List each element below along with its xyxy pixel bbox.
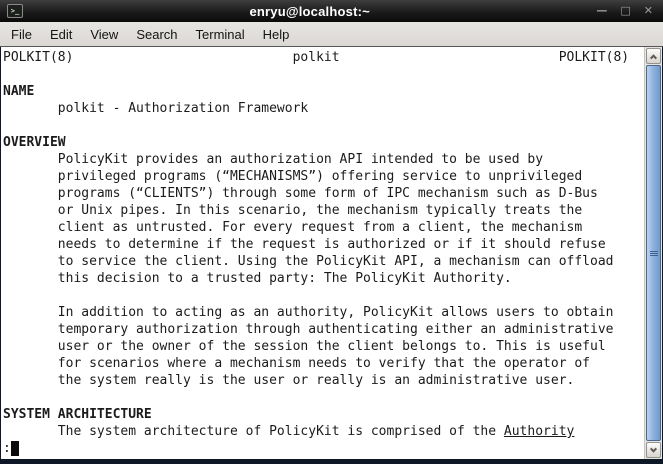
window-title: enryu@localhost:~ (249, 3, 370, 19)
terminal-text: NAME (3, 84, 35, 99)
terminal-cursor (11, 441, 19, 456)
scrollbar[interactable] (644, 47, 662, 459)
menubar (0, 22, 663, 47)
menu-help[interactable]: Help (262, 26, 290, 42)
terminal-text: : (3, 441, 11, 456)
scroll-down-button[interactable] (646, 442, 661, 458)
terminal-text: polkit - Authorization Framework (3, 101, 309, 116)
terminal-text: for scenarios where a mechanism needs to verify that the operator of (3, 356, 590, 371)
terminal-text: privileged programs (“MECHANISMS”) offering service to unprivileged (3, 169, 583, 184)
terminal-text: this decision to a trusted party: The PolicyKit Authority. (3, 271, 512, 286)
terminal-text: POLKIT(8) polkit POLKIT(8) (3, 50, 630, 65)
terminal-text: PolicyKit provides an authorization API intended to be used by (3, 152, 544, 167)
titlebar[interactable] (0, 0, 663, 22)
terminal-text: user or the owner of the session the client belongs to. This is useful (3, 339, 606, 354)
terminal-text: or Unix pipes. In this scenario, the mechanism typically treats the (3, 203, 583, 218)
terminal-app-icon: >_ (7, 4, 23, 18)
terminal-text: programs (“CLIENTS”) through some form of IPC mechanism such as D-Bus (3, 186, 598, 201)
chevron-up-icon (650, 54, 657, 61)
menu-edit[interactable]: Edit (49, 26, 73, 42)
chevron-down-icon (650, 445, 657, 452)
close-button[interactable]: ✕ (643, 4, 653, 17)
terminal-text: In addition to acting as an authority, PolicyKit allows users to obtain (3, 305, 614, 320)
scroll-up-button[interactable] (646, 48, 661, 64)
terminal-text: OVERVIEW (3, 135, 66, 150)
menu-terminal[interactable]: Terminal (195, 26, 245, 42)
scrollbar-thumb[interactable] (646, 65, 661, 441)
window-controls (596, 0, 656, 22)
terminal-text: the system really is the user or really is an administrative user. (3, 373, 575, 388)
menu-search[interactable]: Search (136, 26, 178, 42)
terminal-text: to service the client. Using the PolicyKit API, a mechanism can offload (3, 254, 614, 269)
scrollbar-grip-icon (650, 253, 658, 254)
terminal-viewport[interactable] (1, 47, 644, 459)
window-bottom-border (0, 459, 663, 464)
minimize-button[interactable]: — (596, 4, 608, 17)
terminal-text: The system architecture of PolicyKit is comprised of the (3, 424, 504, 439)
menu-file[interactable]: File (11, 26, 32, 42)
terminal-output[interactable] (1, 47, 644, 457)
content-area (0, 47, 663, 459)
terminal-text: temporary authorization through authenticating either an administrative (3, 322, 614, 337)
terminal-text: needs to determine if the request is authorized or if it should refuse (3, 237, 606, 252)
terminal-text: Authority (503, 424, 575, 439)
menu-view[interactable]: View (90, 26, 119, 42)
terminal-text: SYSTEM ARCHITECTURE (3, 407, 152, 422)
terminal-text: client as untrusted. For every request from a client, the mechanism (3, 220, 583, 235)
maximize-button[interactable]: □ (620, 4, 631, 17)
